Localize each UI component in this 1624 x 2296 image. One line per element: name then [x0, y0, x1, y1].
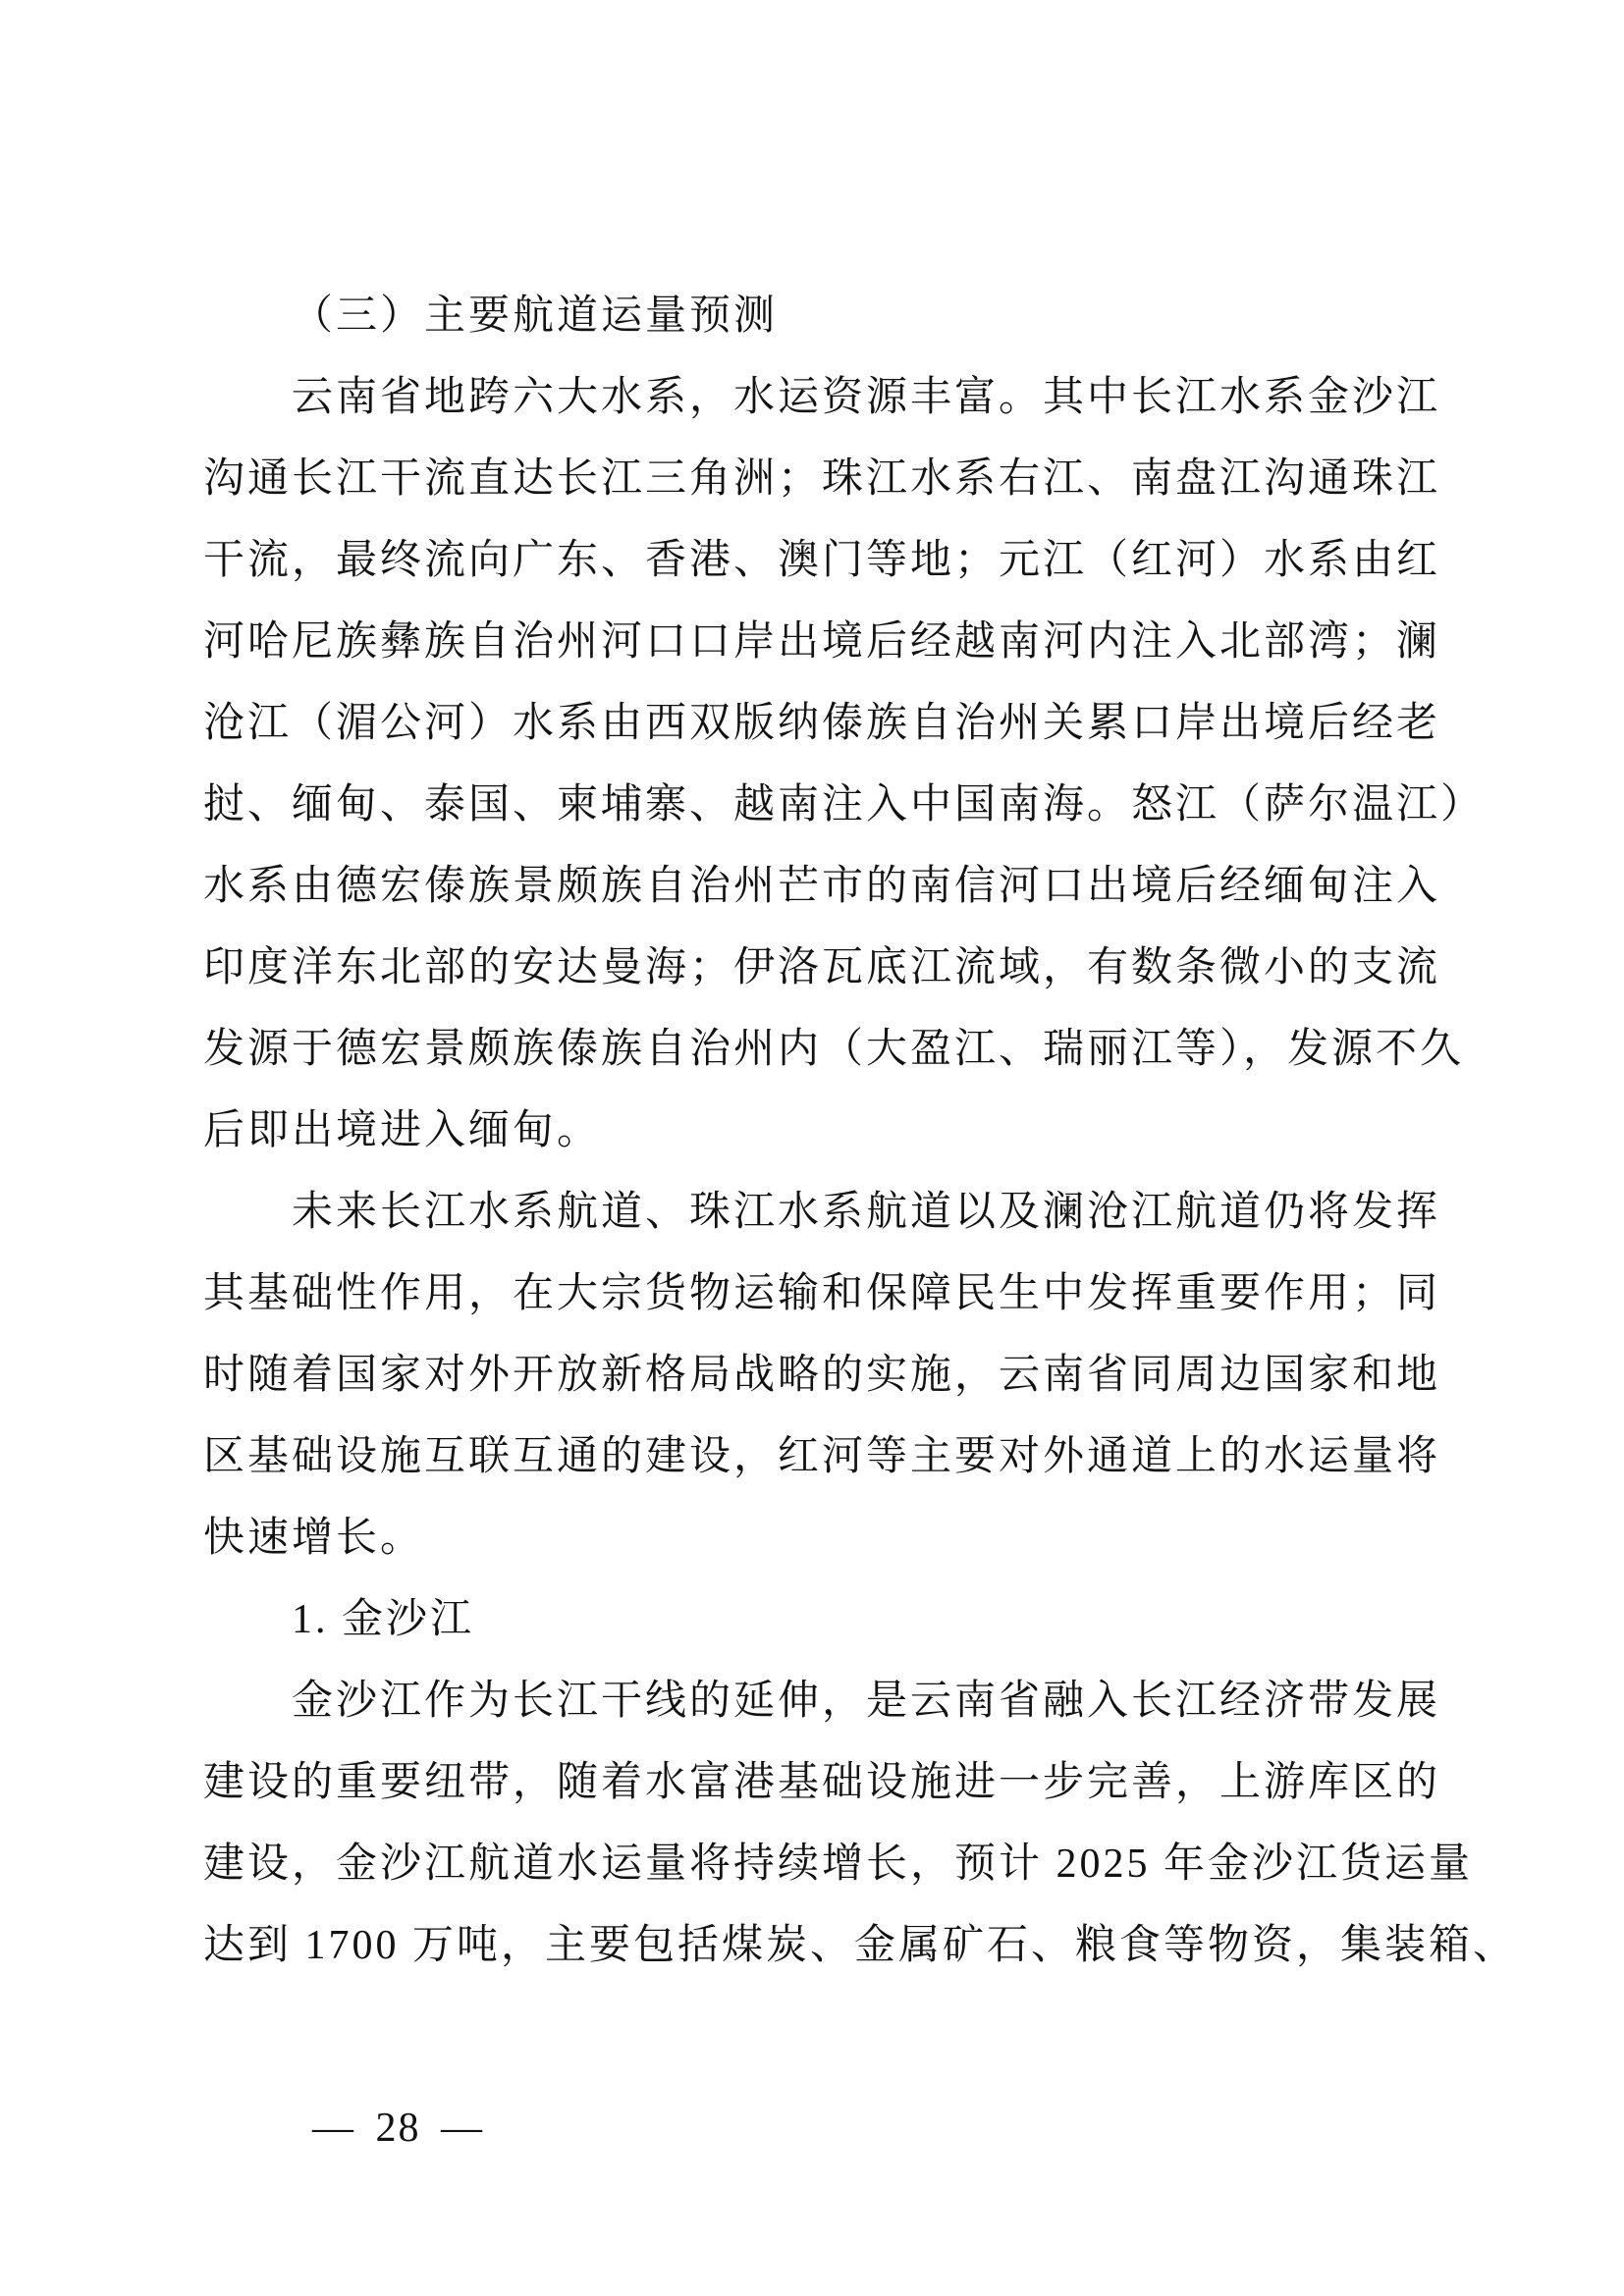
paragraph-2-line-1: 未来长江水系航道、珠江水系航道以及澜沧江航道仍将发挥: [292, 1190, 1441, 1235]
paragraph-3-line-4: 达到 1700 万吨，主要包括煤炭、金属矿石、粮食等物资，集装箱、: [203, 1923, 1518, 1968]
paragraph-1-line-9: 发源于德宏景颇族傣族自治州内（大盈江、瑞丽江等），发源不久: [203, 1027, 1465, 1072]
document-body: [203, 276, 1518, 1987]
paragraph-1-line-7: 水系由德宏傣族景颇族自治州芒市的南信河口出境后经缅甸注入: [203, 864, 1441, 909]
paragraph-1-line-1: 云南省地跨六大水系，水运资源丰富。其中长江水系金沙江: [292, 375, 1441, 420]
paragraph-1-line-4: 河哈尼族彝族自治州河口口岸出境后经越南河内注入北部湾；澜: [203, 619, 1441, 665]
paragraph-2-line-4: 区基础设施互联互通的建设，红河等主要对外通道上的水运量将: [203, 1434, 1441, 1479]
paragraph-1-line-8: 印度洋东北部的安达曼海；伊洛瓦底江流域，有数条微小的支流: [203, 945, 1441, 990]
paragraph-2-line-5: 快速增长。: [203, 1516, 425, 1561]
paragraph-3-line-1: 金沙江作为长江干线的延伸，是云南省融入长江经济带发展: [292, 1679, 1441, 1724]
paragraph-2-line-3: 时随着国家对外开放新格局战略的实施，云南省同周边国家和地: [203, 1353, 1441, 1398]
page-number: — 28 —: [312, 2106, 484, 2151]
paragraph-1-line-2: 沟通长江干流直达长江三角洲；珠江水系右江、南盘江沟通珠江: [203, 456, 1441, 502]
subsection-heading: 1. 金沙江: [292, 1597, 475, 1642]
paragraph-1-line-5: 沧江（湄公河）水系由西双版纳傣族自治州关累口岸出境后经老: [203, 701, 1441, 746]
paragraph-1-line-3: 干流，最终流向广东、香港、澳门等地；元江（红河）水系由红: [203, 538, 1441, 583]
section-heading: （三）主要航道运量预测: [292, 294, 779, 339]
paragraph-2-line-2: 其基础性作用，在大宗货物运输和保障民生中发挥重要作用；同: [203, 1271, 1441, 1316]
paragraph-1-line-6: 挝、缅甸、泰国、柬埔寨、越南注入中国南海。怒江（萨尔温江）: [203, 782, 1486, 828]
paragraph-1-line-10: 后即出境进入缅甸。: [203, 1108, 602, 1153]
paragraph-3-line-3: 建设，金沙江航道水运量将持续增长，预计 2025 年金沙江货运量: [203, 1842, 1474, 1887]
paragraph-3-line-2: 建设的重要纽带，随着水富港基础设施进一步完善，上游库区的: [203, 1760, 1441, 1805]
